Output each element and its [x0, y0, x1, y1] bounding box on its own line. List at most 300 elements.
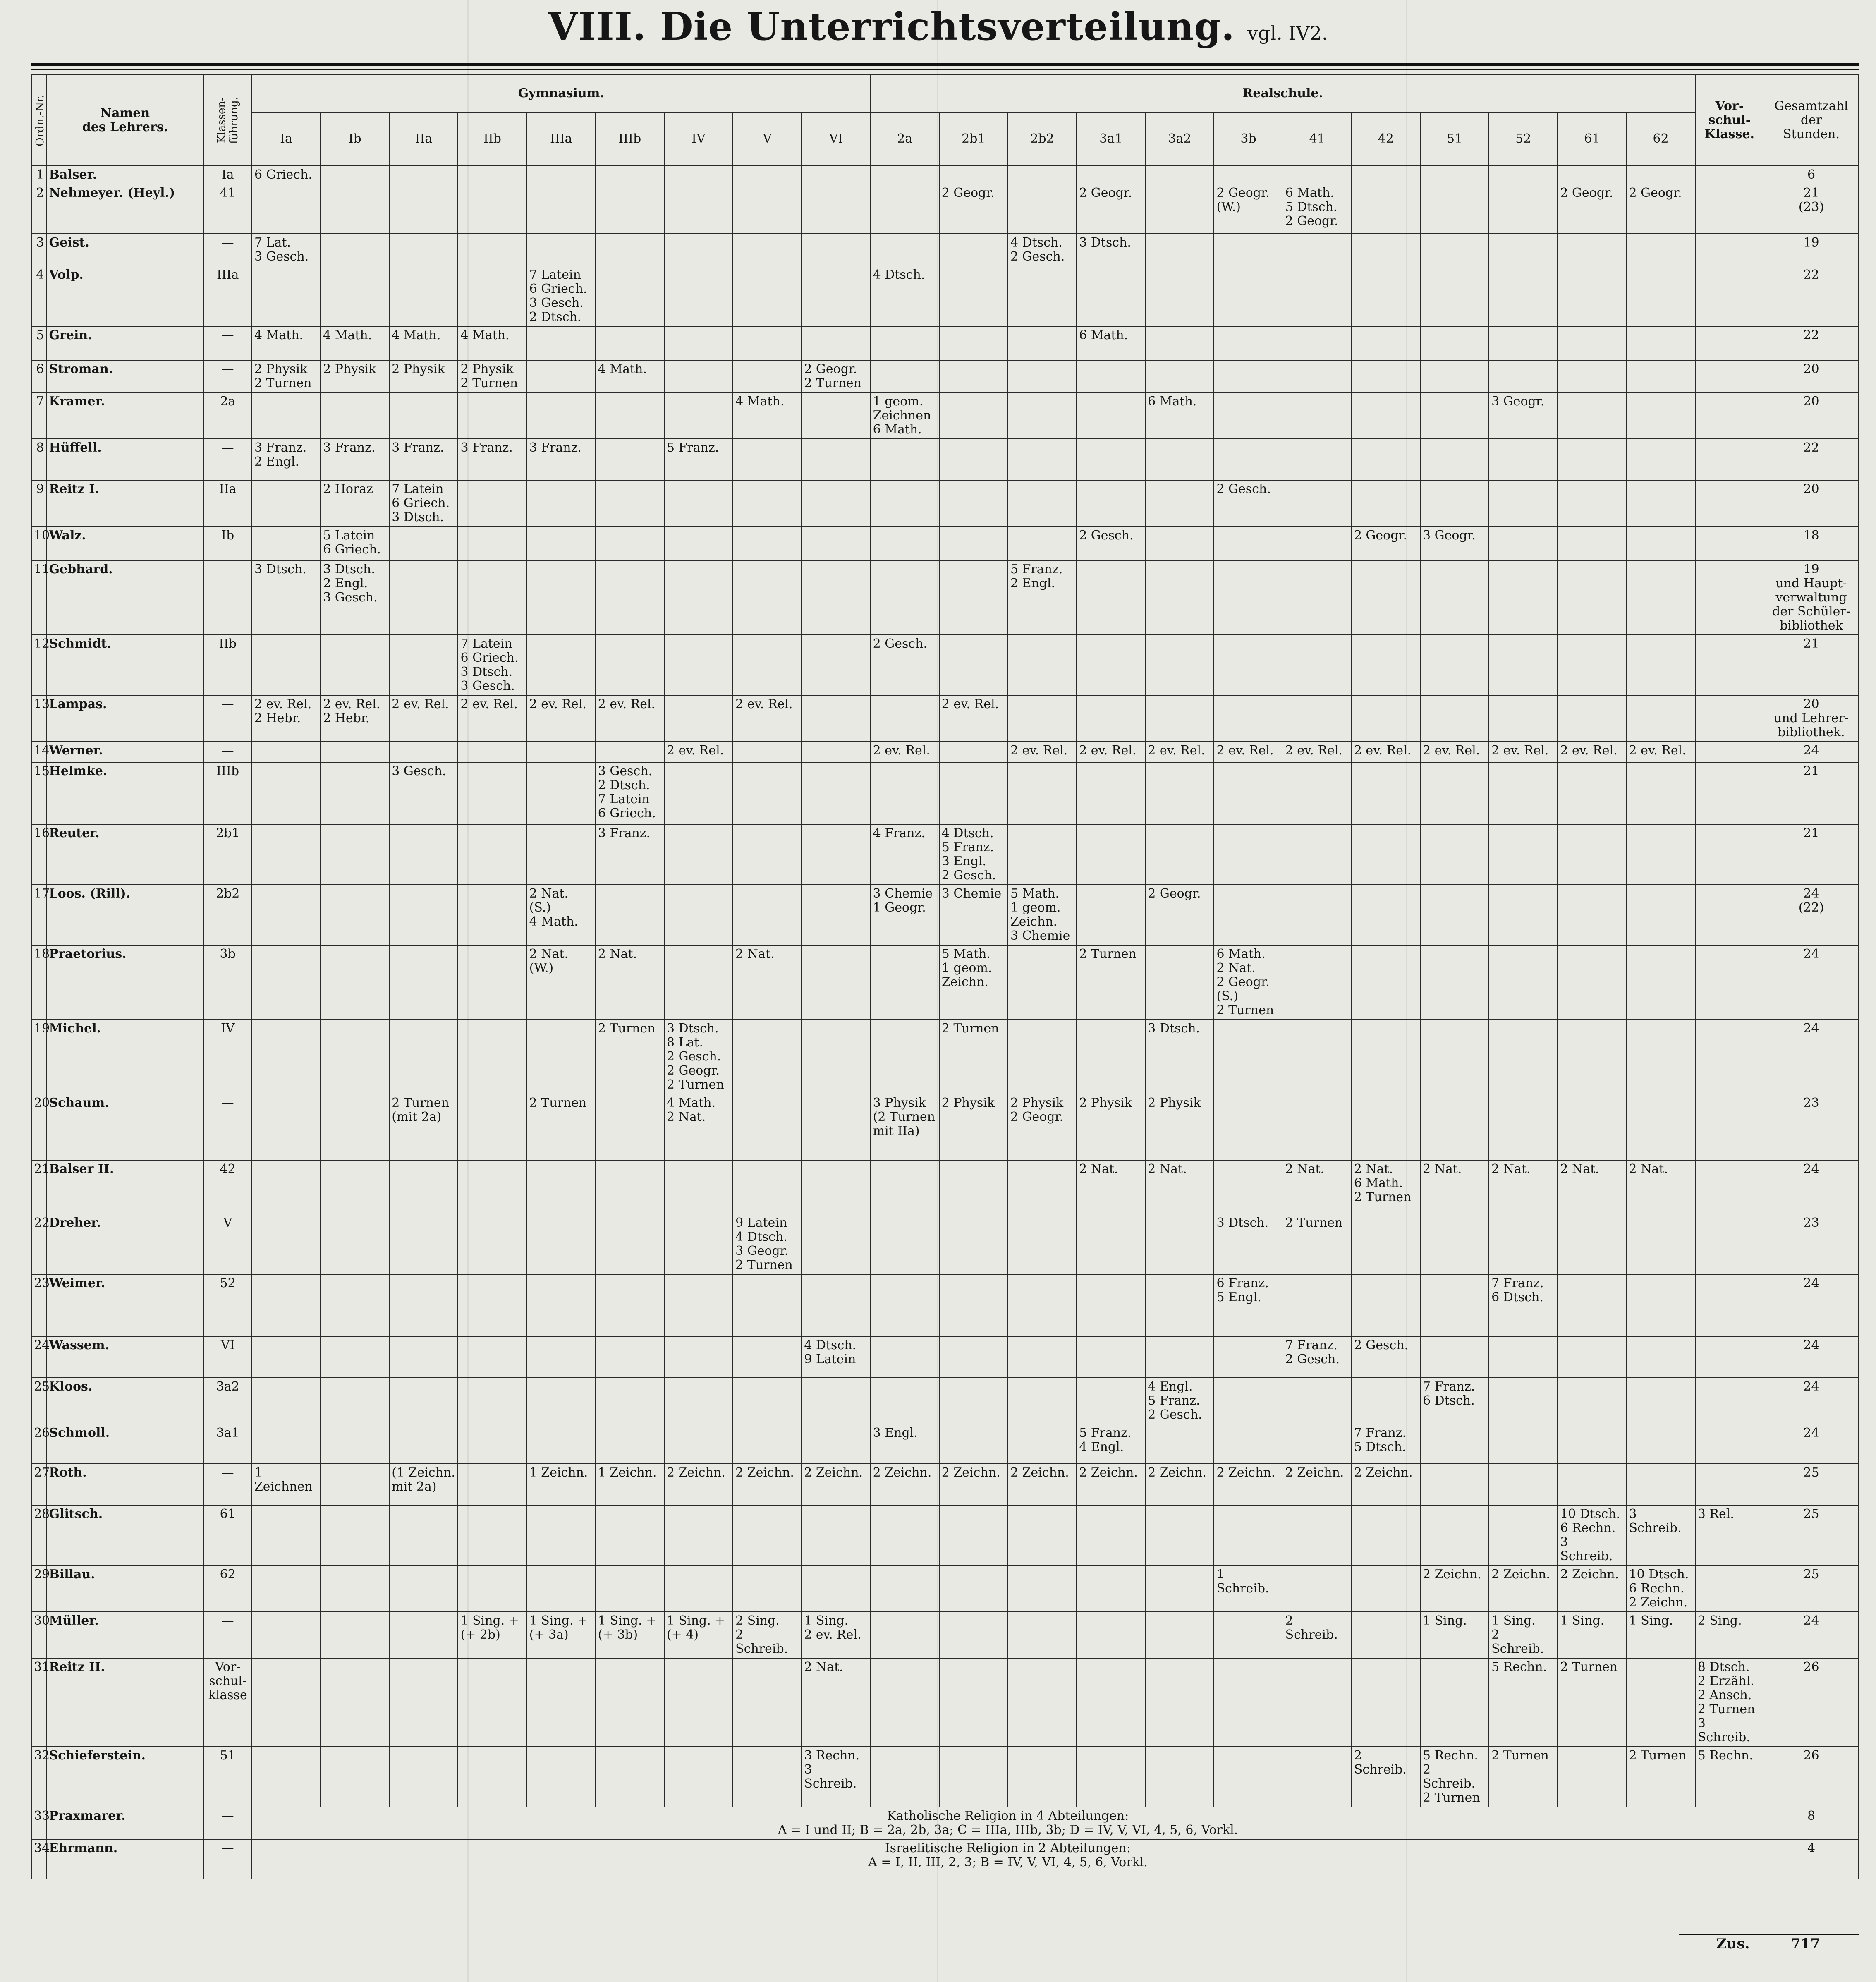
lesson-cell [1145, 1658, 1214, 1747]
lesson-cell [939, 234, 1008, 266]
class-header: IIIb [596, 112, 664, 166]
lesson-cell: 6 Franz. 5 Engl. [1214, 1274, 1283, 1336]
lesson-cell [1283, 1274, 1352, 1336]
teacher-name: Kramer. [46, 393, 203, 439]
teacher-name: Geist. [46, 234, 203, 266]
lesson-cell [1420, 439, 1489, 480]
teacher-row [31, 1274, 1859, 1336]
class-header: 2b1 [939, 112, 1008, 166]
lesson-cell [321, 635, 389, 695]
teacher-name: Balser II. [46, 1160, 203, 1214]
lesson-cell [802, 480, 870, 527]
lesson-cell [458, 266, 526, 326]
lesson-cell [733, 762, 802, 824]
teacher-row [31, 742, 1859, 762]
lesson-cell [1214, 360, 1283, 393]
class-header: IV [664, 112, 733, 166]
lesson-cell [1352, 480, 1420, 527]
total-hours: 26 [1764, 1747, 1859, 1807]
row-number: 31 [31, 1658, 46, 1747]
class-leadership: — [203, 1807, 252, 1839]
lesson-cell [664, 560, 733, 635]
lesson-cell: 1 Sing. + (+ 3b) [596, 1612, 664, 1658]
lesson-cell [252, 184, 321, 234]
lesson-cell [321, 393, 389, 439]
lesson-cell [1489, 1378, 1558, 1424]
lesson-cell [321, 1274, 389, 1336]
teacher-name: Kloos. [46, 1378, 203, 1424]
lesson-cell: 2 Zeichn. [1420, 1565, 1489, 1612]
lesson-cell: 4 Engl. 5 Franz. 2 Gesch. [1145, 1378, 1214, 1424]
teacher-row [31, 326, 1859, 360]
lesson-cell [1077, 1658, 1145, 1747]
lesson-cell: 2 ev. Rel. [458, 695, 526, 742]
lesson-cell: 2 Turnen [1489, 1747, 1558, 1807]
lesson-cell [252, 1565, 321, 1612]
lesson-cell [939, 635, 1008, 695]
lesson-cell [1214, 1424, 1283, 1464]
teacher-row [31, 360, 1859, 393]
lesson-cell [596, 1378, 664, 1424]
lesson-cell [733, 1378, 802, 1424]
lesson-cell [1283, 439, 1352, 480]
teacher-row [31, 1807, 1859, 1839]
lesson-cell [1214, 762, 1283, 824]
lesson-cell [1695, 1160, 1764, 1214]
lesson-cell [1558, 1464, 1626, 1505]
lesson-cell: 4 Dtsch. 5 Franz. 3 Engl. 2 Gesch. [939, 824, 1008, 885]
lesson-cell: 7 Franz. 2 Gesch. [1283, 1336, 1352, 1378]
lesson-cell [664, 1378, 733, 1424]
lesson-cell [664, 1565, 733, 1612]
lesson-cell [458, 1020, 526, 1094]
lesson-cell [802, 742, 870, 762]
lesson-cell [871, 1565, 939, 1612]
lesson-cell: 2 Nat. [802, 1658, 870, 1747]
lesson-cell [1214, 1336, 1283, 1378]
lesson-cell [458, 1505, 526, 1565]
lesson-cell: 2 Physik [389, 360, 458, 393]
lesson-cell [1695, 527, 1764, 560]
lesson-cell [1420, 1094, 1489, 1160]
lesson-cell [1352, 1505, 1420, 1565]
teacher-name: Weimer. [46, 1274, 203, 1336]
lesson-cell [664, 480, 733, 527]
lesson-cell [321, 1094, 389, 1160]
lesson-cell: 3 Chemie [939, 885, 1008, 945]
lesson-cell [1695, 1336, 1764, 1378]
teacher-row [31, 560, 1859, 635]
lesson-cell [596, 635, 664, 695]
lesson-cell: 2 Zeichn. [802, 1464, 870, 1505]
lesson-cell [321, 885, 389, 945]
lesson-cell [252, 527, 321, 560]
class-leadership: 3a1 [203, 1424, 252, 1464]
lesson-cell [871, 1336, 939, 1378]
lesson-cell: 2 Nat. 6 Math. 2 Turnen [1352, 1160, 1420, 1214]
total-hours: 21 [1764, 635, 1859, 695]
lesson-cell: 2 ev. Rel. [1420, 742, 1489, 762]
lesson-cell [733, 1160, 802, 1214]
lesson-cell [1627, 1378, 1695, 1424]
lesson-cell: 2 Zeichn. [1283, 1464, 1352, 1505]
lesson-cell [1214, 1505, 1283, 1565]
lesson-cell [1695, 945, 1764, 1020]
lesson-cell [321, 1336, 389, 1378]
class-leadership: — [203, 234, 252, 266]
lesson-cell [1489, 166, 1558, 184]
lesson-cell [1214, 393, 1283, 439]
class-header: IIb [458, 112, 526, 166]
lesson-cell [389, 635, 458, 695]
lesson-cell: 4 Math. 2 Nat. [664, 1094, 733, 1160]
lesson-cell [527, 1658, 596, 1747]
lesson-cell [1558, 1274, 1626, 1336]
lesson-cell [802, 527, 870, 560]
row-number: 21 [31, 1160, 46, 1214]
total-hours: 21 (23) [1764, 184, 1859, 234]
total-hours: 24 [1764, 1336, 1859, 1378]
lesson-cell [527, 1214, 596, 1274]
lesson-cell [252, 266, 321, 326]
lesson-cell [527, 762, 596, 824]
lesson-cell [1695, 166, 1764, 184]
lesson-cell: 3 Dtsch. [1145, 1020, 1214, 1094]
row-number: 3 [31, 234, 46, 266]
lesson-cell [1489, 326, 1558, 360]
lesson-cell: 2 Geogr. [1558, 184, 1626, 234]
lesson-cell [458, 824, 526, 885]
lesson-cell [1558, 945, 1626, 1020]
lesson-cell [321, 1658, 389, 1747]
total-hours: 24 [1764, 742, 1859, 762]
class-leadership: 42 [203, 1160, 252, 1214]
lesson-cell [596, 326, 664, 360]
lesson-cell [664, 326, 733, 360]
lesson-cell [321, 1612, 389, 1658]
class-leadership: IIa [203, 480, 252, 527]
lesson-cell [527, 742, 596, 762]
class-header: IIIa [527, 112, 596, 166]
lesson-cell: 2 Zeichn. [1008, 1464, 1077, 1505]
lesson-cell [1695, 1424, 1764, 1464]
lesson-cell [664, 393, 733, 439]
lesson-cell [1489, 762, 1558, 824]
lesson-cell [1695, 266, 1764, 326]
lesson-cell: 2 Gesch. [1352, 1336, 1420, 1378]
lesson-cell [1420, 326, 1489, 360]
lesson-cell [939, 1214, 1008, 1274]
lesson-cell [1145, 1336, 1214, 1378]
lesson-cell [1352, 360, 1420, 393]
lesson-cell [664, 1505, 733, 1565]
teacher-row [31, 527, 1859, 560]
lesson-cell [321, 166, 389, 184]
lesson-cell [871, 480, 939, 527]
row-number: 30 [31, 1612, 46, 1658]
lesson-cell [1077, 885, 1145, 945]
lesson-cell: 3 Dtsch. 2 Engl. 3 Gesch. [321, 560, 389, 635]
row-number: 5 [31, 326, 46, 360]
lesson-cell [1489, 1214, 1558, 1274]
row-number: 25 [31, 1378, 46, 1424]
class-leadership: — [203, 360, 252, 393]
lesson-cell [321, 1464, 389, 1505]
lesson-cell: 3 Dtsch. [1077, 234, 1145, 266]
lesson-cell [1352, 184, 1420, 234]
total-hours: 20 [1764, 360, 1859, 393]
lesson-cell [733, 1658, 802, 1747]
lesson-cell [1558, 1214, 1626, 1274]
lesson-cell [389, 1378, 458, 1424]
lesson-cell [389, 945, 458, 1020]
lesson-cell [1352, 762, 1420, 824]
lesson-cell [1558, 480, 1626, 527]
lesson-cell [458, 742, 526, 762]
lesson-cell [664, 1336, 733, 1378]
lesson-cell [802, 560, 870, 635]
lesson-cell: 2 ev. Rel. [389, 695, 458, 742]
lesson-cell [1008, 635, 1077, 695]
lesson-cell [252, 1214, 321, 1274]
lesson-cell [1145, 945, 1214, 1020]
lesson-cell [527, 1336, 596, 1378]
teacher-name: Ehrmann. [46, 1839, 203, 1879]
lesson-cell: 3 Gesch. [389, 762, 458, 824]
teacher-row [31, 1505, 1859, 1565]
lesson-cell [1627, 166, 1695, 184]
lesson-cell [1077, 1612, 1145, 1658]
lesson-cell [1214, 885, 1283, 945]
lesson-cell [389, 742, 458, 762]
total-hours: 23 [1764, 1094, 1859, 1160]
lesson-cell [1283, 635, 1352, 695]
lesson-cell [527, 824, 596, 885]
lesson-cell: 2 Turnen [1077, 945, 1145, 1020]
lesson-cell [802, 1565, 870, 1612]
lesson-cell [1627, 527, 1695, 560]
total-hours: 20 [1764, 393, 1859, 439]
lesson-cell: 1 geom. Zeichnen 6 Math. [871, 393, 939, 439]
lesson-cell [802, 885, 870, 945]
lesson-cell: 3 Physik (2 Turnen mit IIa) [871, 1094, 939, 1160]
lesson-cell [1627, 439, 1695, 480]
lesson-cell: 1 Zeichn. [527, 1464, 596, 1505]
lesson-cell [1558, 1424, 1626, 1464]
sum-rule [1679, 1934, 1859, 1935]
lesson-cell [321, 1020, 389, 1094]
lesson-cell [1420, 393, 1489, 439]
lesson-cell [1627, 1094, 1695, 1160]
lesson-cell: 3 Geogr. [1489, 393, 1558, 439]
lesson-cell [1352, 695, 1420, 742]
lesson-cell [321, 1214, 389, 1274]
teacher-row [31, 1612, 1859, 1658]
lesson-cell [596, 1274, 664, 1336]
lesson-cell [802, 635, 870, 695]
total-hours: 19 [1764, 234, 1859, 266]
lesson-cell [1145, 234, 1214, 266]
teacher-name: Grein. [46, 326, 203, 360]
lesson-cell [802, 824, 870, 885]
lesson-cell: 2 ev. Rel. [733, 695, 802, 742]
lesson-cell [939, 1336, 1008, 1378]
lesson-cell [458, 480, 526, 527]
lesson-cell [1145, 266, 1214, 326]
lesson-cell [1283, 560, 1352, 635]
lesson-cell [1558, 695, 1626, 742]
lesson-cell [733, 326, 802, 360]
lesson-cell: 2 Turnen [1283, 1214, 1352, 1274]
lesson-cell [1420, 762, 1489, 824]
lesson-cell [389, 1336, 458, 1378]
lesson-cell [1077, 1336, 1145, 1378]
lesson-cell [1695, 1020, 1764, 1094]
lesson-cell: 6 Math. 2 Nat. 2 Geogr. (S.) 2 Turnen [1214, 945, 1283, 1020]
lesson-cell: 2 Nat. [1420, 1160, 1489, 1214]
lesson-cell [802, 166, 870, 184]
lesson-cell [1214, 824, 1283, 885]
lesson-cell [1145, 480, 1214, 527]
lesson-cell: 2 Nat. [1283, 1160, 1352, 1214]
lesson-cell [527, 1565, 596, 1612]
teacher-row [31, 885, 1859, 945]
lesson-cell [1489, 439, 1558, 480]
lesson-cell [939, 762, 1008, 824]
lesson-cell [321, 1747, 389, 1807]
lesson-cell [1214, 1160, 1283, 1214]
lesson-cell: 2 ev. Rel. [664, 742, 733, 762]
lesson-cell [664, 762, 733, 824]
lesson-cell [802, 1214, 870, 1274]
total-hours: 20 und Lehrer- bibliothek. [1764, 695, 1859, 742]
total-hours: 24 [1764, 945, 1859, 1020]
lesson-cell: 3 Engl. [871, 1424, 939, 1464]
lesson-cell [1283, 480, 1352, 527]
class-header: 3a1 [1077, 112, 1145, 166]
lesson-cell: 2 Zeichn. [1558, 1565, 1626, 1612]
class-leadership: — [203, 1839, 252, 1879]
row-number: 22 [31, 1214, 46, 1274]
timetable-body [31, 166, 1859, 1879]
lesson-cell [1283, 166, 1352, 184]
lesson-cell: 3 Dtsch. [252, 560, 321, 635]
class-leadership: 41 [203, 184, 252, 234]
lesson-cell: 3 Franz. [527, 439, 596, 480]
lesson-cell [802, 1424, 870, 1464]
teacher-name: Volp. [46, 266, 203, 326]
lesson-cell [527, 326, 596, 360]
lesson-cell: 3 Franz. [321, 439, 389, 480]
class-leadership: IIIa [203, 266, 252, 326]
lesson-cell: 3 Rechn. 3 Schreib. [802, 1747, 870, 1807]
sum-value: 717 [1791, 1936, 1820, 1952]
total-hours: 24 [1764, 1378, 1859, 1424]
lesson-cell [458, 762, 526, 824]
row-number: 9 [31, 480, 46, 527]
class-leadership: IIb [203, 635, 252, 695]
lesson-cell: 2 ev. Rel. [596, 695, 664, 742]
lesson-cell: 4 Math. [321, 326, 389, 360]
teacher-row [31, 824, 1859, 885]
lesson-cell [1558, 393, 1626, 439]
lesson-cell [733, 1565, 802, 1612]
lesson-cell [596, 885, 664, 945]
row-number: 4 [31, 266, 46, 326]
lesson-cell [939, 560, 1008, 635]
total-hours: 25 [1764, 1464, 1859, 1505]
lesson-cell [252, 1274, 321, 1336]
class-leadership: — [203, 439, 252, 480]
row-number: 19 [31, 1020, 46, 1094]
class-leadership: IIIb [203, 762, 252, 824]
class-header: 2b2 [1008, 112, 1077, 166]
teacher-row [31, 1336, 1859, 1378]
lesson-cell [1077, 439, 1145, 480]
lesson-cell [1558, 635, 1626, 695]
class-leadership: Ib [203, 527, 252, 560]
lesson-cell [389, 1020, 458, 1094]
lesson-cell [664, 1160, 733, 1214]
lesson-cell [1420, 635, 1489, 695]
lesson-cell: 2 Zeichn. [1214, 1464, 1283, 1505]
lesson-cell [596, 439, 664, 480]
lesson-cell [871, 560, 939, 635]
lesson-cell [939, 527, 1008, 560]
row-number: 10 [31, 527, 46, 560]
lesson-cell [939, 1747, 1008, 1807]
lesson-cell [1558, 439, 1626, 480]
lesson-cell [389, 1505, 458, 1565]
lesson-cell: 3 Dtsch. 8 Lat. 2 Gesch. 2 Geogr. 2 Turnen [664, 1020, 733, 1094]
class-leadership: — [203, 742, 252, 762]
title-text: VIII. Die Unterrichtsverteilung. [548, 4, 1235, 49]
lesson-cell [871, 234, 939, 266]
lesson-cell [1558, 1378, 1626, 1424]
lesson-cell [527, 1747, 596, 1807]
lesson-cell [527, 480, 596, 527]
teacher-row [31, 1747, 1859, 1807]
lesson-cell [596, 166, 664, 184]
class-header: VI [802, 112, 870, 166]
lesson-cell [1214, 326, 1283, 360]
header-ordnr-text: Ordn.-Nr. [34, 94, 46, 146]
lesson-cell [596, 1505, 664, 1565]
lesson-cell [733, 824, 802, 885]
teacher-name: Werner. [46, 742, 203, 762]
lesson-cell [389, 266, 458, 326]
lesson-cell [1695, 480, 1764, 527]
lesson-cell [1352, 1658, 1420, 1747]
lesson-cell [252, 762, 321, 824]
lesson-cell: 5 Franz. [664, 439, 733, 480]
lesson-cell [1145, 184, 1214, 234]
lesson-cell [1077, 360, 1145, 393]
lesson-cell [389, 824, 458, 885]
teacher-name: Reitz I. [46, 480, 203, 527]
lesson-cell [1489, 360, 1558, 393]
lesson-cell [1627, 824, 1695, 885]
lesson-cell [1145, 1612, 1214, 1658]
lesson-cell [871, 360, 939, 393]
lesson-cell [1352, 1020, 1420, 1094]
lesson-cell [1214, 560, 1283, 635]
teacher-row [31, 1094, 1859, 1160]
lesson-cell: 2 Zeichn. [1145, 1464, 1214, 1505]
lesson-cell: 2 ev. Rel. 2 Hebr. [321, 695, 389, 742]
lesson-cell [1695, 360, 1764, 393]
lesson-cell [1558, 762, 1626, 824]
